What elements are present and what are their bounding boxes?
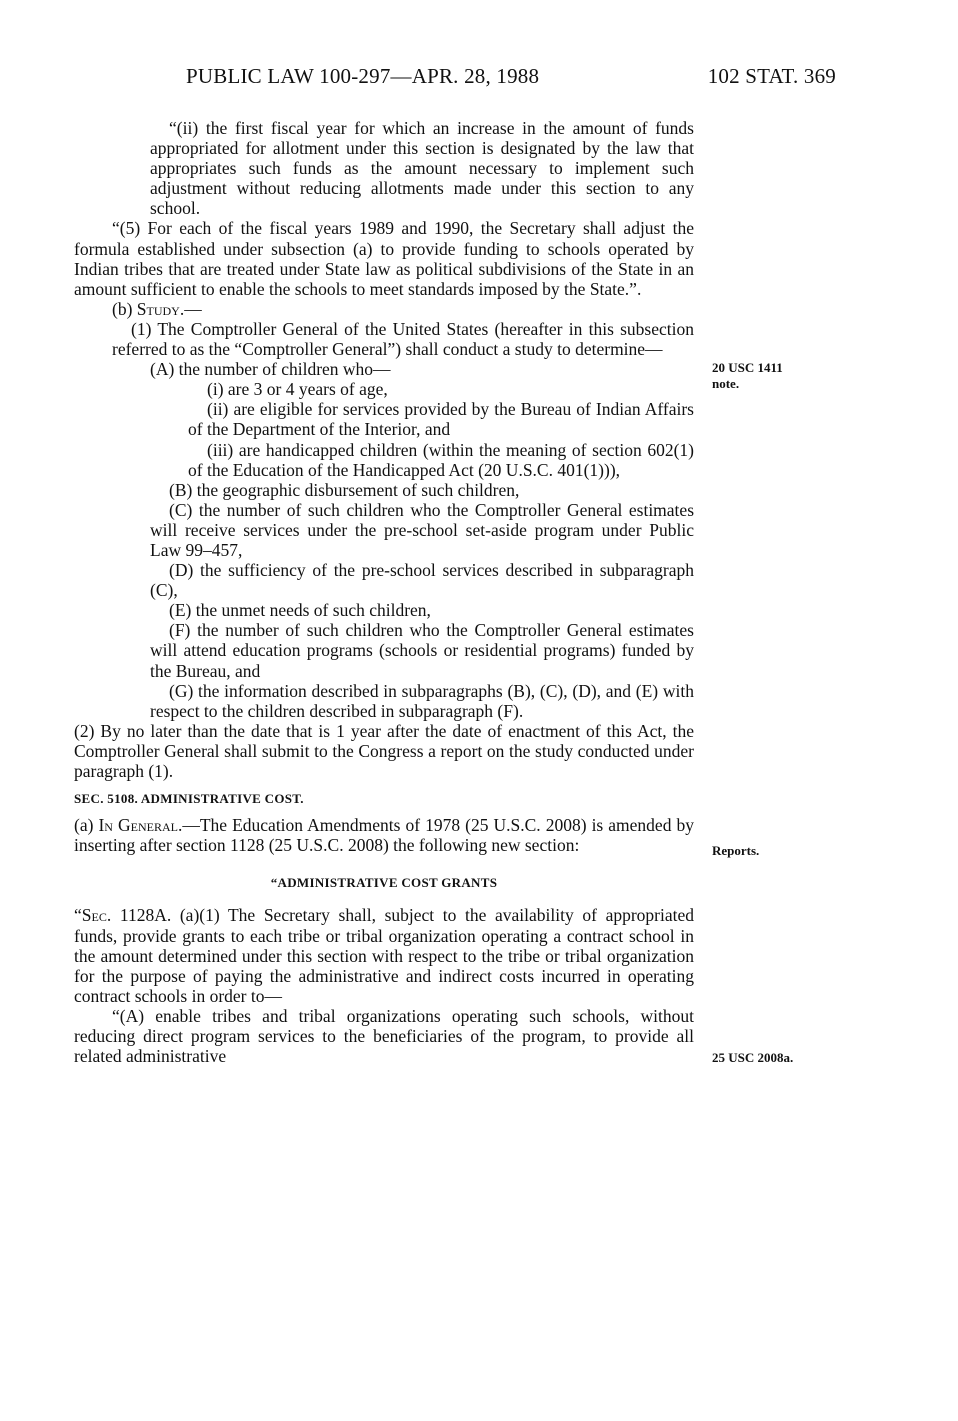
section-1128a-quote: “ <box>74 905 82 926</box>
subsection-a-general <box>74 815 694 855</box>
subsection-b-dash: .— <box>179 298 202 319</box>
paragraph-1-study: (1) The Comptroller General of the United States (hereafter in this subsection referred to as the “Comptroller General”) shall conduct a study to determine— <box>112 318 694 360</box>
header-stat-page: 102 STAT. 369 <box>707 64 836 88</box>
subsection-b-title: Study <box>136 298 180 319</box>
subparagraph-d-sufficiency: (D) the sufficiency of the pre-school services described in subparagraph (C), <box>150 560 694 601</box>
margin-note-reports: Reports. <box>712 843 760 858</box>
subparagraph-e-unmet: (E) the unmet needs of such children, <box>169 600 431 621</box>
subsection-a-title: In General <box>98 815 178 836</box>
subparagraph-g-information: (G) the information described in subparagraphs (B), (C), (D), and (E) with respect to the children described in subparagraph (F). <box>150 680 694 721</box>
paragraph-2-report: (2) By no later than the date that is 1 year after the date of enactment of this Act, the Comptroller General shall submit to the Congress a report on the study conducted under paragraph (1). <box>74 720 694 781</box>
subparagraph-b-geographic: (B) the geographic disbursement of such children, <box>169 479 520 500</box>
subsection-b-label: (b) <box>112 298 137 319</box>
margin-note-line: 20 USC 1411 <box>712 360 783 375</box>
subparagraph-c-number: (C) the number of such children who the Comptroller General estimates will receive services under the pre-school set-aside program under Public Law 99–457, <box>150 499 694 560</box>
section-5108-heading: SEC. 5108. ADMINISTRATIVE COST. <box>74 791 304 807</box>
section-1128a-body: . 1128A. (a)(1) The Secretary shall, subject to the availability of appropriated funds, provide grants to each tribe or tribal organization operating a contract school in the amount determined under this section with respect to the tribe or tribal organization for the purpose of paying the administrative and indirect costs incurred in operating contract schools in order to— <box>74 905 694 1006</box>
paragraph-5-fiscal-years: “(5) For each of the fiscal years 1989 and 1990, the Secretary shall adjust the formula established under subsection (a) to provide funding to schools operated by Indian tribes that are treated under State law as political subdivisions of the State in an amount sufficient to enable the schools to meet standards imposed by the State.”. <box>74 218 694 299</box>
margin-note-line: note. <box>712 376 740 391</box>
subsection-b-heading <box>74 299 694 319</box>
administrative-cost-grants-heading: “ADMINISTRATIVE COST GRANTS <box>270 875 498 891</box>
margin-note-usc-2008a: 25 USC 2008a. <box>712 1050 794 1065</box>
clause-ii-eligible: (ii) are eligible for services provided by the Bureau of Indian Affairs of the Department of the Interior, and <box>188 399 694 440</box>
clause-i-age: (i) are 3 or 4 years of age, <box>207 379 388 400</box>
clause-iii-handicapped: (iii) are handicapped children (within the meaning of section 602(1) of the Education of the Handicapped Act (20 U.S.C. 401(1))), <box>188 439 694 480</box>
document-body <box>74 118 694 1066</box>
clause-ii-fiscal-year: “(ii) the first fiscal year for which an increase in the amount of funds appropriated for allotment under this section is designated by the law that appropriates such funds as the amount necessary to implement such adjustment without reducing allotments made under this section to any school. <box>150 118 694 219</box>
header-public-law: PUBLIC LAW 100-297—APR. 28, 1988 <box>186 64 540 88</box>
subparagraph-f-number: (F) the number of such children who the Comptroller General estimates will attend education programs (schools or residential programs) funded by the Bureau, and <box>150 620 694 681</box>
margin-note-usc-1411 <box>712 360 783 392</box>
subsection-a-label: (a) <box>74 815 99 836</box>
subsection-a-text: .—The Education Amendments of 1978 (25 U.S.C. 2008) is amended by inserting after section 1128 (25 U.S.C. 2008) the following new section: <box>74 815 694 856</box>
subparagraph-a-children: (A) the number of children who— <box>150 359 391 380</box>
section-1128a-sec: Sec <box>81 905 107 926</box>
section-1128a-text <box>74 905 694 1005</box>
subparagraph-a-enable: “(A) enable tribes and tribal organizations operating such schools, without reducing direct program services to the beneficiaries of the program, to provide all related administrative <box>74 1005 694 1067</box>
